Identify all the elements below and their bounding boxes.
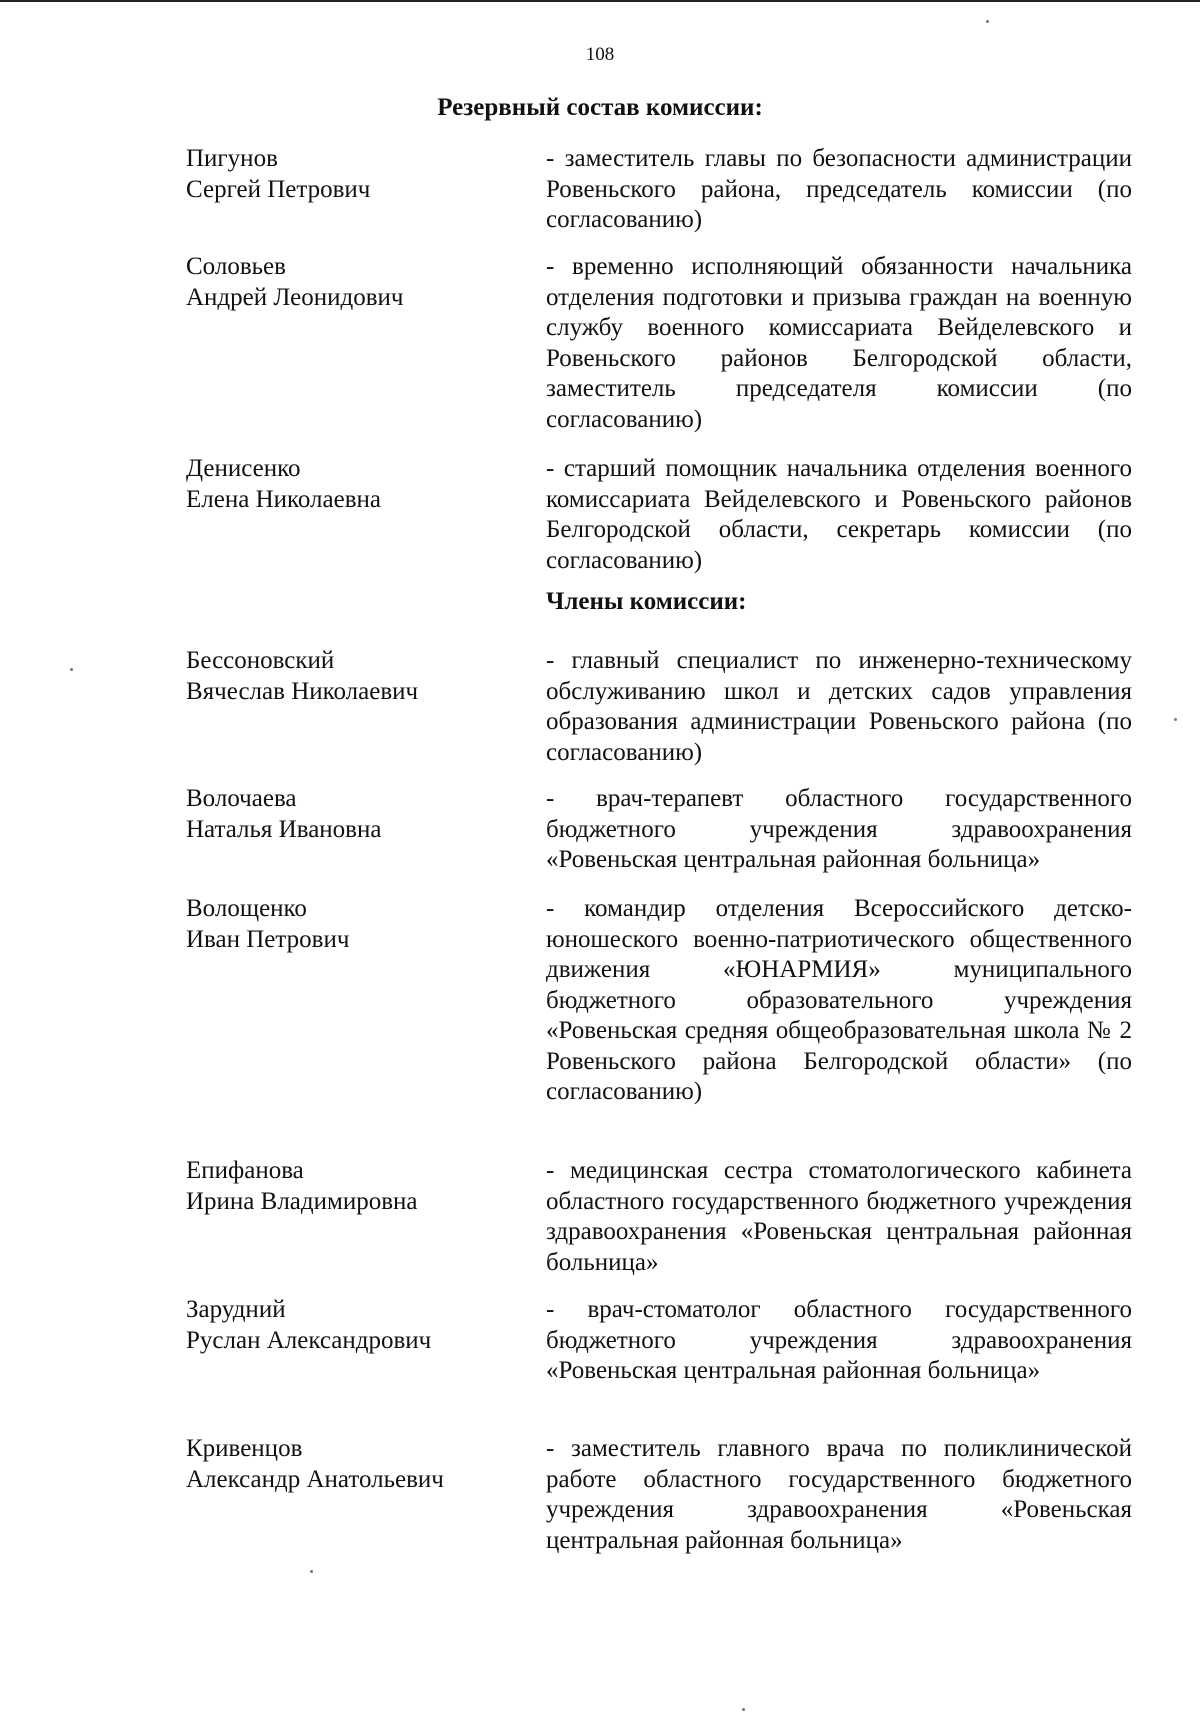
person-name — [186, 894, 516, 955]
surname: Волощенко — [186, 895, 307, 922]
surname: Соловьев — [186, 253, 286, 280]
members-heading: Члены комиссии: — [546, 588, 747, 615]
given-names: Наталья Ивановна — [186, 815, 382, 843]
person-name — [186, 144, 516, 205]
surname: Зарудний — [186, 1296, 286, 1323]
surname: Епифанова — [186, 1157, 304, 1184]
person-role: - временно исполняющий обязанности начальника отделения подготовки и призыва граждан на военную службу военного комиссариата Вейделевского и Ровеньского районов Белгородской области, заместитель председателя комиссии (по согласованию) — [546, 253, 1132, 433]
person-name — [186, 784, 516, 845]
person-role: - врач-стоматолог областного государственного бюджетного учреждения здравоохранения «Ровеньская центральная районная больница» — [546, 1296, 1132, 1384]
person-name — [186, 454, 516, 515]
surname: Кривенцов — [186, 1435, 303, 1462]
person-role: - заместитель главного врача по поликлинической работе областного государственного бюджетного учреждения здравоохранения «Ровеньская центральная районная больница» — [546, 1435, 1132, 1554]
person-name — [186, 252, 516, 313]
person-name — [186, 1156, 516, 1217]
person-name — [186, 1295, 516, 1356]
person-name — [186, 646, 516, 707]
person-role: - командир отделения Всероссийского детско-юношеского военно-патриотического общественного движения «ЮНАРМИЯ» муниципального бюджетного образовательного учреждения «Ровеньская средняя общеобразовательная школа № 2 Ровеньского района Белгородской области» (по согласованию) — [546, 895, 1132, 1105]
given-names: Андрей Леонидович — [186, 283, 404, 311]
scan-top-edge — [0, 0, 1200, 2]
given-names: Иван Петрович — [186, 925, 350, 953]
scan-speck — [1174, 718, 1177, 721]
section-heading: Резервный состав комиссии: — [437, 94, 763, 121]
surname: Денисенко — [186, 455, 301, 482]
given-names: Сергей Петрович — [186, 175, 371, 203]
scan-speck — [742, 1708, 745, 1711]
given-names: Руслан Александрович — [186, 1326, 432, 1354]
person-role: - заместитель главы по безопасности администрации Ровеньского района, председатель комиссии (по согласованию) — [546, 145, 1132, 233]
person-role: - врач-терапевт областного государственного бюджетного учреждения здравоохранения «Ровеньская центральная районная больница» — [546, 785, 1132, 873]
surname: Пигунов — [186, 145, 278, 172]
given-names: Александр Анатольевич — [186, 1465, 444, 1493]
person-role: - старший помощник начальника отделения военного комиссариата Вейделевского и Ровеньского районов Белгородской области, секретарь комиссии (по согласованию) — [546, 455, 1132, 574]
scan-speck — [70, 668, 73, 671]
given-names: Елена Николаевна — [186, 485, 381, 513]
scan-speck — [986, 20, 989, 23]
surname: Волочаева — [186, 785, 297, 812]
person-name — [186, 1434, 516, 1495]
surname: Бессоновский — [186, 647, 335, 674]
person-role: - главный специалист по инженерно-техническому обслуживанию школ и детских садов управления образования администрации Ровеньского района (по согласованию) — [546, 647, 1132, 766]
scan-speck — [310, 1570, 313, 1573]
given-names: Вячеслав Николаевич — [186, 677, 419, 705]
page-number: 108 — [585, 44, 615, 65]
person-role: - медицинская сестра стоматологического кабинета областного государственного бюджетного учреждения здравоохранения «Ровеньская центральная районная больница» — [546, 1157, 1132, 1276]
given-names: Ирина Владимировна — [186, 1187, 418, 1215]
